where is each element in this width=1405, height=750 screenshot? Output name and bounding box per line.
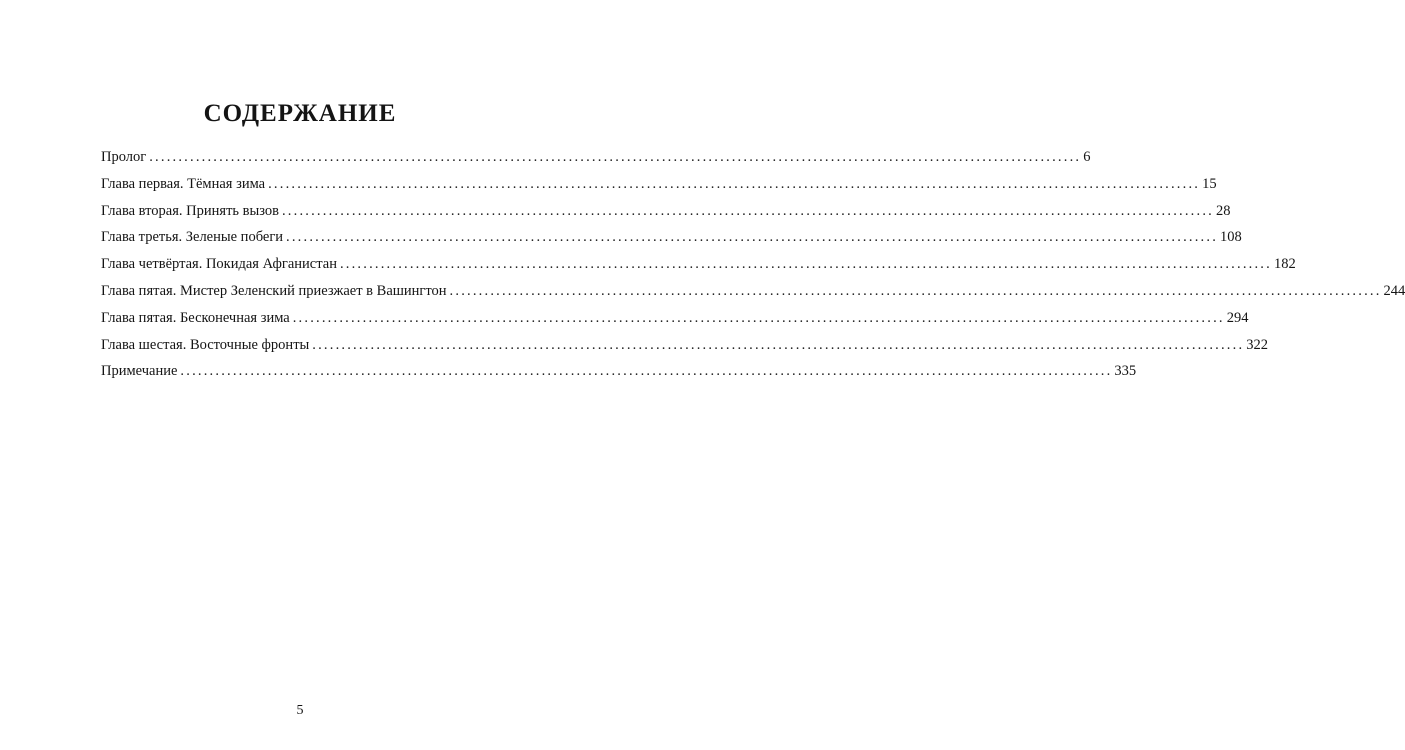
toc-entry <box>101 281 1405 308</box>
toc-entry <box>101 361 1137 388</box>
toc-entry-title: Глава первая. Тёмная зима <box>101 175 266 192</box>
page-title: СОДЕРЖАНИЕ <box>203 100 397 127</box>
toc-dot-leader: ................................................................................................................................................................ <box>281 202 1214 219</box>
toc-dot-leader: ................................................................................................................................................................ <box>339 256 1272 273</box>
toc-entry-title: Глава вторая. Принять вызов <box>101 202 279 219</box>
toc-entry-title: Глава четвёртая. Покидая Афганистан <box>101 256 337 273</box>
toc-entry <box>101 147 1091 174</box>
toc-entry-page: 28 <box>1215 202 1231 219</box>
toc-entry <box>101 254 1296 281</box>
toc-entry <box>101 308 1249 335</box>
toc-entry <box>101 335 1269 362</box>
toc-dot-leader: ................................................................................................................................................................ <box>312 336 1245 353</box>
toc-dot-leader: ................................................................................................................................................................ <box>180 363 1113 380</box>
toc-entry-title: Пролог <box>101 149 147 165</box>
toc-dot-leader: ................................................................................................................................................................ <box>268 175 1201 192</box>
toc-entry <box>101 201 1231 228</box>
toc-entry-page: 108 <box>1220 229 1242 246</box>
table-of-contents <box>101 147 1405 388</box>
toc-dot-leader: ................................................................................................................................................................ <box>449 282 1382 299</box>
toc-entry-title: Глава пятая. Мистер Зеленский приезжает в Вашингтон <box>101 282 447 299</box>
toc-dot-leader: ................................................................................................................................................................ <box>292 309 1225 326</box>
toc-entry-page: 15 <box>1202 175 1217 192</box>
toc-entry-title: Глава шестая. Восточные фронты <box>101 336 310 353</box>
toc-entry <box>101 227 1242 254</box>
toc-entry-page: 322 <box>1246 336 1269 353</box>
toc-entry-title: Примечание <box>101 363 178 380</box>
toc-entry-title: Глава пятая. Бесконечная зима <box>101 309 290 326</box>
toc-entry <box>101 174 1217 201</box>
toc-entry-title: Глава третья. Зеленые побеги <box>101 229 284 246</box>
toc-entry-page: 294 <box>1226 309 1249 326</box>
page-number: 5 <box>296 703 304 718</box>
toc-entry-page: 244 <box>1383 282 1405 299</box>
toc-entry-page: 182 <box>1273 256 1296 273</box>
toc-dot-leader: ................................................................................................................................................................ <box>286 229 1219 246</box>
toc-entry-page: 6 <box>1083 149 1091 165</box>
toc-entry-page: 335 <box>1114 363 1137 380</box>
toc-dot-leader: ................................................................................................................................................................ <box>149 149 1082 165</box>
